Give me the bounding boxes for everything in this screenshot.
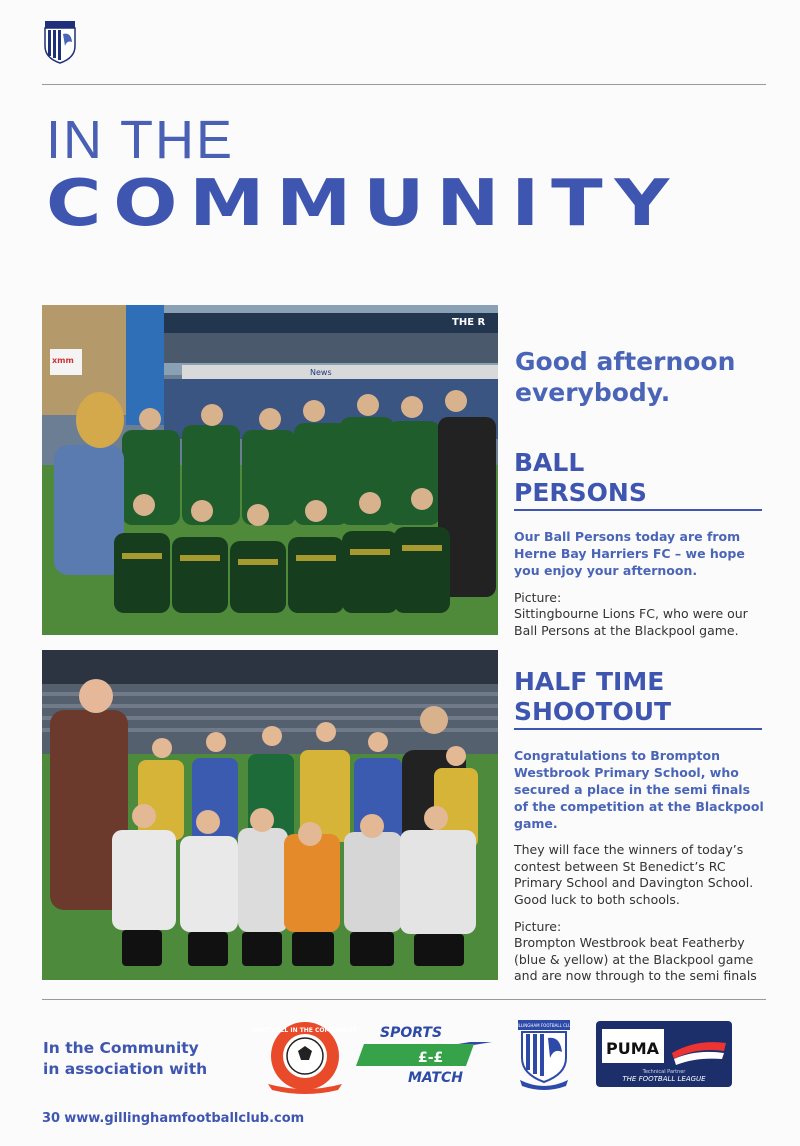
pitch-sign-text: News <box>310 368 332 377</box>
club-crest-logo <box>43 20 77 64</box>
ball-persons-picture-caption: Sittingbourne Lions FC, who were our Ball Persons at the Blackpool game. <box>514 606 748 638</box>
football-league-text: THE FOOTBALL LEAGUE <box>622 1075 706 1083</box>
stadium-banner-text: THE R <box>452 317 486 328</box>
puma-football-league-logo <box>596 1021 732 1087</box>
association-text <box>43 1038 207 1080</box>
shootout-body: They will face the winners of today’s contest between St Benedict’s RC Primary School and Davington School. Good luck to both schools. <box>514 842 754 907</box>
banner-text: xmm <box>52 356 74 365</box>
footer-rule <box>42 999 766 1000</box>
sports-match-logo <box>358 1022 494 1086</box>
club-url[interactable]: www.gillinghamfootballclub.com <box>64 1111 305 1126</box>
gillingham-fc-logo <box>516 1020 572 1090</box>
shootout-picture-label: Picture: <box>514 919 562 934</box>
football-in-the-community-logo <box>253 1020 357 1092</box>
ball-persons-photo <box>42 305 498 635</box>
gillingham-crest-icon <box>43 20 77 64</box>
page-title-line2: COMMUNITY <box>46 167 681 241</box>
match-text: MATCH <box>408 1070 463 1086</box>
fl-partner-text: Technical Partner <box>642 1069 686 1075</box>
ball-persons-rule <box>514 509 762 511</box>
gfc-text: GILLINGHAM FOOTBALL CLUB <box>514 1023 574 1028</box>
shootout-rule <box>514 728 762 730</box>
sports-match-symbol: £-£ <box>418 1050 444 1066</box>
ball-persons-picture-label: Picture: <box>514 590 562 605</box>
puma-text: PUMA <box>606 1039 660 1058</box>
ball-persons-title: BALL PERSONS <box>514 448 647 507</box>
page-footer <box>42 1111 304 1126</box>
ball-persons-lead: Our Ball Persons today are from Herne Bay Harriers FC – we hope you enjoy your afternoon. <box>514 529 745 578</box>
page-title-line1: IN THE <box>46 110 235 170</box>
page-number: 30 <box>42 1111 61 1126</box>
shootout-lead: Congratulations to Brompton Westbrook Primary School, who secured a place in the semi finals of the competition at the Blackpool game. <box>514 748 764 831</box>
shootout-title: HALF TIME SHOOTOUT <box>514 667 672 726</box>
association-line1: In the Community <box>43 1039 199 1057</box>
shootout-picture-caption: Brompton Westbrook beat Featherby (blue & yellow) at the Blackpool game and are now through to the semi finals <box>514 935 757 983</box>
sports-text: SPORTS <box>380 1025 443 1041</box>
header-rule <box>42 84 766 85</box>
fitc-text: FOOTBALL IN THE COMMUNITY <box>253 1027 357 1034</box>
greeting: Good afternoon everybody. <box>515 347 736 407</box>
association-line2: in association with <box>43 1060 208 1078</box>
shootout-photo <box>42 650 498 980</box>
